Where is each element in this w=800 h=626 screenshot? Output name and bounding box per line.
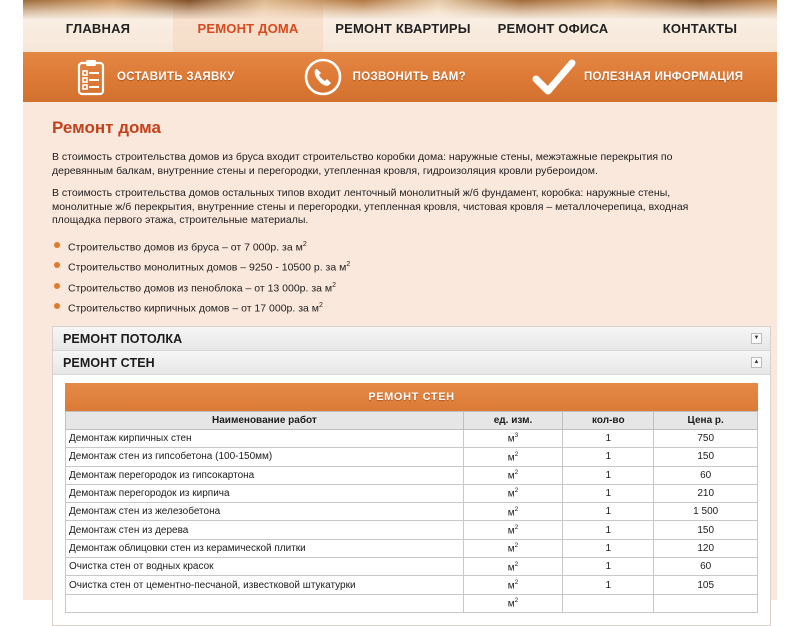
cell-unit-sup: 2 bbox=[514, 597, 519, 605]
clipboard-icon bbox=[71, 56, 111, 98]
cell-work-name-text: Демонтаж стен из гипсобетона (100-150мм) bbox=[69, 451, 273, 463]
cell-unit bbox=[463, 594, 562, 612]
cell-unit bbox=[463, 448, 562, 466]
cell-unit-text: м bbox=[507, 488, 515, 500]
cell-unit-sup: 2 bbox=[514, 578, 519, 586]
cell-unit-sup: 2 bbox=[514, 523, 519, 531]
nav-item-apartment-repair[interactable]: РЕМОНТ КВАРТИРЫ bbox=[323, 0, 483, 52]
cell-quantity-text: 1 bbox=[605, 579, 612, 591]
action-bar bbox=[23, 52, 777, 102]
cell-work-name bbox=[66, 430, 464, 448]
price-table-body bbox=[66, 430, 758, 613]
cell-price bbox=[654, 521, 758, 539]
cell-price bbox=[654, 503, 758, 521]
list-item bbox=[52, 236, 752, 257]
cell-price-text: 120 bbox=[697, 542, 715, 554]
cell-price bbox=[654, 430, 758, 448]
nav-item-contacts[interactable]: КОНТАКТЫ bbox=[623, 0, 777, 52]
column-header: кол-во bbox=[563, 412, 654, 430]
collapse-toggle-icon[interactable]: ▲ bbox=[751, 357, 762, 368]
table-row bbox=[66, 430, 758, 448]
cell-quantity-text: 1 bbox=[605, 542, 612, 554]
cell-work-name bbox=[66, 594, 464, 612]
cell-unit bbox=[463, 430, 562, 448]
cell-unit-sup: 2 bbox=[514, 560, 519, 568]
column-header: Наименование работ bbox=[66, 412, 464, 430]
intro-paragraph-2: В стоимость строительства домов остальных типов входит ленточный монолитный ж/б фундамент, коробка: наружные стены, монолитные ж/б перекрытия, внутренние стены и перегородки, утепленная кровля, чистовая кровля – металлочерепица, входная площадка первого этажа, строительные материалы. bbox=[52, 187, 689, 226]
price-table-title: РЕМОНТ СТЕН bbox=[65, 383, 758, 411]
bullet-text: Строительство монолитных домов – 9250 - 10500 р. за м bbox=[68, 261, 347, 274]
cell-unit-text: м bbox=[507, 433, 515, 445]
list-item bbox=[52, 256, 752, 277]
useful-info-button[interactable] bbox=[534, 52, 743, 102]
leave-request-button[interactable] bbox=[71, 52, 235, 102]
cell-quantity bbox=[563, 484, 654, 502]
cell-quantity-text: 1 bbox=[605, 433, 612, 445]
column-header: Цена р. bbox=[654, 412, 758, 430]
bullet-text: Строительство домов из бруса – от 7 000р. за м bbox=[68, 241, 303, 253]
cell-unit-text: м bbox=[507, 452, 515, 464]
table-row bbox=[66, 521, 758, 539]
cell-unit-text: м bbox=[507, 598, 515, 610]
cell-work-name bbox=[66, 484, 464, 502]
main-content bbox=[52, 102, 752, 318]
cell-price bbox=[654, 558, 758, 576]
bullet-sup: 2 bbox=[319, 302, 323, 309]
cell-work-name bbox=[66, 576, 464, 594]
cell-quantity bbox=[563, 521, 654, 539]
cell-work-name-text: Демонтаж стен из железобетона bbox=[69, 506, 221, 518]
nav-item-home[interactable]: ГЛАВНАЯ bbox=[23, 0, 173, 52]
cell-quantity-text: 1 bbox=[605, 469, 612, 481]
leave-request-label: ОСТАВИТЬ ЗАЯВКУ bbox=[117, 71, 235, 83]
table-row bbox=[66, 466, 758, 484]
cell-price-text: 750 bbox=[697, 433, 715, 445]
bullet-sup: 2 bbox=[346, 261, 351, 268]
bullet-text: Строительство домов из пеноблока – от 13 000р. за м bbox=[68, 282, 333, 294]
bullet-dot bbox=[54, 283, 60, 289]
cell-quantity bbox=[563, 430, 654, 448]
top-navigation bbox=[23, 0, 777, 52]
call-me-button[interactable] bbox=[303, 52, 466, 102]
cell-unit-sup: 2 bbox=[514, 487, 519, 495]
page-title: Ремонт дома bbox=[52, 118, 161, 137]
accordion-title: РЕМОНТ СТЕН bbox=[63, 356, 155, 370]
cell-unit-sup: 2 bbox=[514, 505, 519, 513]
cell-unit bbox=[463, 466, 562, 484]
cell-work-name-text: Демонтаж кирпичных стен bbox=[69, 433, 192, 445]
cell-work-name-text: Демонтаж облицовки стен из керамической плитки bbox=[69, 542, 306, 554]
cell-quantity bbox=[563, 503, 654, 521]
cell-unit-sup: 2 bbox=[514, 542, 519, 550]
cell-unit-text: м bbox=[507, 561, 515, 573]
cell-work-name bbox=[66, 558, 464, 576]
cell-work-name bbox=[66, 503, 464, 521]
bullet-dot bbox=[54, 242, 60, 248]
cell-work-name bbox=[66, 521, 464, 539]
cell-quantity bbox=[563, 448, 654, 466]
cell-quantity-text: 1 bbox=[605, 451, 612, 463]
cell-unit bbox=[463, 576, 562, 594]
useful-info-label: ПОЛЕЗНАЯ ИНФОРМАЦИЯ bbox=[583, 71, 744, 83]
page bbox=[23, 0, 777, 610]
cell-unit-sup: 3 bbox=[514, 432, 519, 440]
list-item bbox=[52, 277, 752, 298]
cell-unit-text: м bbox=[507, 470, 515, 482]
cell-unit bbox=[463, 484, 562, 502]
cell-quantity bbox=[563, 466, 654, 484]
table-header-row bbox=[66, 412, 758, 430]
column-header: ед. изм. bbox=[463, 412, 562, 430]
intro-paragraph-1: В стоимость строительства домов из бруса входит строительство коробки дома: наружные стены, межэтажные перекрытия по деревянным балкам, внутренние стены и перегородки, утепленная кровля, гидроизоляция кровли рубероидом. bbox=[52, 151, 673, 177]
phone-icon bbox=[303, 56, 343, 98]
checkmark-icon bbox=[534, 56, 574, 98]
expand-toggle-icon[interactable]: ▼ bbox=[751, 333, 762, 344]
cell-unit-text: м bbox=[507, 525, 515, 537]
cell-work-name-text: Демонтаж перегородок из кирпича bbox=[69, 488, 230, 500]
bullet-sup: 2 bbox=[302, 240, 307, 248]
cell-quantity-text: 1 bbox=[605, 524, 612, 536]
cell-work-name bbox=[66, 539, 464, 557]
cell-unit-text: м bbox=[507, 507, 515, 518]
cell-price bbox=[654, 576, 758, 594]
cell-unit bbox=[463, 521, 562, 539]
cell-price-text: 1 500 bbox=[693, 506, 719, 518]
table-row bbox=[66, 539, 758, 557]
cell-price-text: 60 bbox=[700, 469, 712, 481]
accordion-title: РЕМОНТ ПОТОЛКА bbox=[63, 332, 183, 346]
price-table bbox=[65, 411, 758, 613]
nav-item-house-repair[interactable]: РЕМОНТ ДОМА bbox=[173, 0, 323, 52]
cell-unit-sup: 2 bbox=[514, 469, 519, 477]
price-bullet-list bbox=[52, 236, 752, 318]
cell-unit-text: м bbox=[507, 580, 515, 592]
cell-quantity-text: 1 bbox=[605, 488, 612, 500]
cell-quantity bbox=[563, 576, 654, 594]
cell-price-text: 150 bbox=[697, 524, 715, 536]
cell-work-name-text: Очистка стен от цементно-песчаной, известковой штукатурки bbox=[69, 579, 356, 591]
accordion-header-ceiling[interactable] bbox=[53, 327, 770, 351]
table-row bbox=[66, 448, 758, 466]
cell-quantity bbox=[563, 594, 654, 612]
cell-work-name-text: Очистка стен от водных красок bbox=[69, 561, 214, 573]
cell-price-text: 105 bbox=[697, 579, 715, 591]
cell-price bbox=[654, 448, 758, 466]
cell-unit bbox=[463, 539, 562, 557]
cell-quantity-text: 1 bbox=[605, 506, 612, 518]
bullet-dot bbox=[54, 262, 60, 268]
accordion-header-walls[interactable] bbox=[53, 351, 770, 375]
services-accordion bbox=[52, 326, 771, 626]
cell-price bbox=[654, 539, 758, 557]
cell-work-name-text: Демонтаж перегородок из гипсокартона bbox=[69, 469, 255, 481]
cell-unit bbox=[463, 503, 562, 521]
bullet-sup: 2 bbox=[332, 281, 337, 289]
cell-unit-sup: 2 bbox=[514, 450, 519, 458]
table-row bbox=[66, 558, 758, 576]
cell-quantity bbox=[563, 539, 654, 557]
cell-work-name-text: Демонтаж стен из дерева bbox=[69, 524, 189, 536]
bullet-dot bbox=[54, 303, 60, 309]
cell-work-name bbox=[66, 466, 464, 484]
nav-item-office-repair[interactable]: РЕМОНТ ОФИСА bbox=[483, 0, 623, 52]
cell-price-text: 60 bbox=[700, 561, 712, 573]
list-item bbox=[52, 297, 752, 318]
table-row bbox=[66, 576, 758, 594]
cell-price-text: 210 bbox=[697, 488, 715, 500]
call-me-label: ПОЗВОНИТЬ ВАМ? bbox=[352, 71, 466, 83]
accordion-body-walls bbox=[53, 375, 770, 625]
table-row bbox=[66, 503, 758, 521]
cell-unit bbox=[463, 558, 562, 576]
cell-price bbox=[654, 466, 758, 484]
cell-quantity-text: 1 bbox=[605, 561, 612, 573]
cell-price bbox=[654, 594, 758, 612]
cell-work-name bbox=[66, 448, 464, 466]
table-row bbox=[66, 594, 758, 612]
cell-unit-text: м bbox=[507, 543, 515, 555]
table-row bbox=[66, 484, 758, 502]
cell-price-text: 150 bbox=[697, 451, 715, 463]
cell-price bbox=[654, 484, 758, 502]
bullet-text: Строительство кирпичных домов – от 17 000р. за м bbox=[68, 302, 320, 315]
cell-quantity bbox=[563, 558, 654, 576]
